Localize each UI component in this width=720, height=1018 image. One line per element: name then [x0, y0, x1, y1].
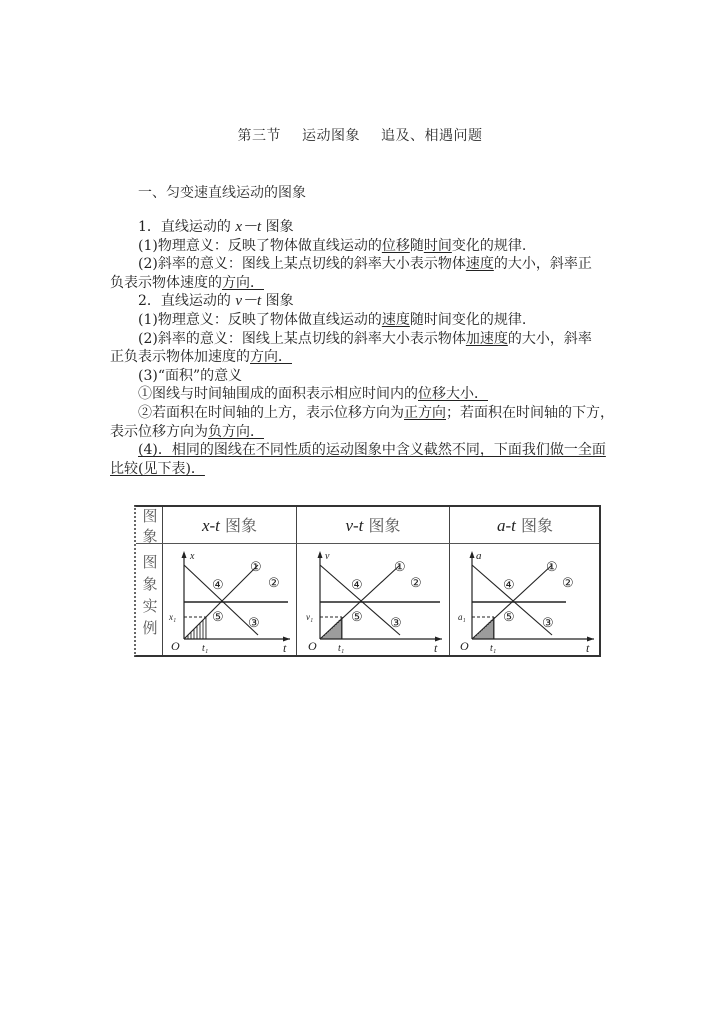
svg-text:⑤: ⑤ — [212, 609, 224, 624]
comparison-table — [134, 505, 601, 657]
text: 的大小，斜率 — [507, 330, 592, 347]
column-header-at — [450, 513, 600, 539]
svg-text:③: ③ — [248, 615, 260, 630]
text: 随时间变化的规律. — [409, 311, 527, 328]
vt-heading-tail: 图象 — [261, 293, 294, 310]
column-header-xt — [163, 513, 296, 539]
text: 变化的规律. — [451, 237, 527, 254]
column-label: 图象 — [520, 516, 553, 535]
xt-heading-tail: 图象 — [261, 219, 294, 235]
underlined-term: 位移 — [381, 237, 410, 254]
svg-text:t: t — [283, 641, 287, 655]
underlined-term: 加速度 — [465, 330, 508, 347]
text: 负表示物体速度的 — [110, 274, 222, 291]
row-label-char: 实 — [142, 597, 158, 615]
page-title — [0, 125, 720, 145]
svg-text:v₁: v₁ — [306, 612, 314, 622]
svg-text:a: a — [476, 550, 482, 562]
column-symbol: x-t — [201, 516, 220, 535]
xt-slope-meaning — [110, 255, 612, 274]
row-label-char: 图 — [142, 553, 158, 571]
text: (2)斜率的意义：图线上某点切线的斜率大小表示物体 — [138, 256, 466, 273]
svg-text:O: O — [308, 639, 317, 653]
svg-text:⑤: ⑤ — [351, 609, 363, 624]
vt-physical-meaning — [110, 311, 612, 330]
text: (1)物理意义：反映了物体做直线运动的 — [138, 311, 382, 328]
text: (2)斜率的意义：图线上某点切线的斜率大小表示物体 — [138, 330, 466, 347]
underlined-term: 正方向 — [404, 404, 446, 421]
vt-heading — [110, 292, 612, 311]
svg-text:t: t — [586, 641, 590, 655]
svg-text:④: ④ — [351, 577, 363, 592]
row-label-char: 象 — [142, 575, 158, 593]
svg-text:x: x — [190, 551, 195, 562]
title-section-number: 第三节 — [237, 128, 282, 144]
xt-physical-meaning — [110, 237, 612, 256]
underlined-note: (4)．相同的图线在不同性质的运动图象中含义截然不同，下面我们做一全面 — [138, 442, 606, 459]
vt-area-point-1 — [110, 385, 612, 404]
text: 正负表示物体加速度的 — [110, 349, 250, 366]
vt-heading-symbol: v－t — [235, 293, 262, 310]
xt-graph — [166, 547, 294, 655]
xt-heading-num: 1．直线运动的 — [138, 219, 236, 235]
svg-text:②: ② — [562, 575, 574, 590]
column-symbol: v-t — [345, 516, 364, 535]
text: ②若面积在时间轴的上方，表示位移方向为 — [138, 404, 404, 421]
svg-text:④: ④ — [503, 577, 515, 592]
underlined-term: 方向． — [222, 274, 264, 291]
column-symbol: a-t — [497, 516, 516, 535]
text: ①图线与时间轴围成的面积表示相应时间内的 — [138, 386, 418, 403]
svg-text:a₁: a₁ — [458, 612, 466, 622]
xt-heading-symbol: x－t — [235, 219, 262, 235]
vt-heading-num: 2．直线运动的 — [138, 293, 236, 310]
vt-slope-meaning — [110, 330, 612, 349]
svg-text:①: ① — [250, 559, 262, 574]
underlined-term: 速度 — [381, 311, 410, 328]
body-text — [110, 218, 612, 478]
text: 的大小，斜率正 — [493, 256, 592, 273]
svg-text:②: ② — [410, 575, 422, 590]
xt-slope-meaning-cont — [110, 274, 612, 293]
svg-text:②: ② — [268, 575, 280, 590]
underlined-term: 负方向． — [208, 423, 264, 440]
text: ；若面积在时间轴的下方， — [446, 404, 614, 421]
underlined-note: 比较(见下表)． — [110, 460, 205, 477]
underlined-term: 方向． — [250, 349, 292, 366]
row-label-char: 图 — [142, 507, 158, 525]
svg-text:③: ③ — [390, 615, 402, 630]
vt-graph — [306, 547, 446, 655]
svg-text:⑤: ⑤ — [503, 609, 515, 624]
title-topic-2: 追及、相遇问题 — [380, 128, 483, 144]
svg-text:t: t — [434, 641, 438, 655]
vt-area-heading: (3)“面积”的意义 — [138, 367, 243, 384]
underlined-term: 速度 — [465, 256, 494, 273]
section-heading: 一、匀变速直线运动的图象 — [138, 185, 306, 201]
column-header-vt — [297, 513, 449, 539]
svg-text:O: O — [460, 639, 469, 653]
title-topic-1: 运动图象 — [302, 128, 360, 144]
text: 表示位移方向为 — [110, 423, 208, 440]
text: (1)物理意义：反映了物体做直线运动的 — [138, 237, 382, 254]
svg-text:t₁: t₁ — [202, 643, 209, 654]
svg-text:x₁: x₁ — [169, 612, 177, 622]
row-label-example — [138, 551, 162, 639]
underlined-term: 时间 — [423, 237, 452, 254]
svg-text:t₁: t₁ — [490, 643, 497, 654]
svg-text:④: ④ — [212, 577, 224, 592]
text: 随 — [409, 237, 424, 254]
row-divider — [136, 543, 599, 544]
svg-text:t₁: t₁ — [338, 643, 345, 654]
row-label-header — [138, 506, 162, 546]
vt-slope-meaning-cont — [110, 348, 612, 367]
underlined-term: 位移大小． — [418, 386, 488, 403]
vt-area-point-2-cont — [110, 423, 612, 442]
svg-text:O: O — [171, 639, 180, 653]
at-graph — [458, 547, 598, 655]
comparison-note — [110, 441, 612, 460]
svg-text:①: ① — [546, 559, 558, 574]
vt-area-point-2 — [110, 404, 612, 423]
comparison-note-cont — [110, 460, 612, 479]
column-label: 图象 — [368, 516, 401, 535]
xt-heading — [110, 218, 612, 237]
row-label-char: 象 — [142, 527, 158, 545]
svg-text:①: ① — [394, 559, 406, 574]
svg-text:③: ③ — [542, 615, 554, 630]
column-label: 图象 — [225, 516, 258, 535]
row-label-char: 例 — [142, 619, 158, 637]
svg-text:v: v — [325, 551, 330, 562]
